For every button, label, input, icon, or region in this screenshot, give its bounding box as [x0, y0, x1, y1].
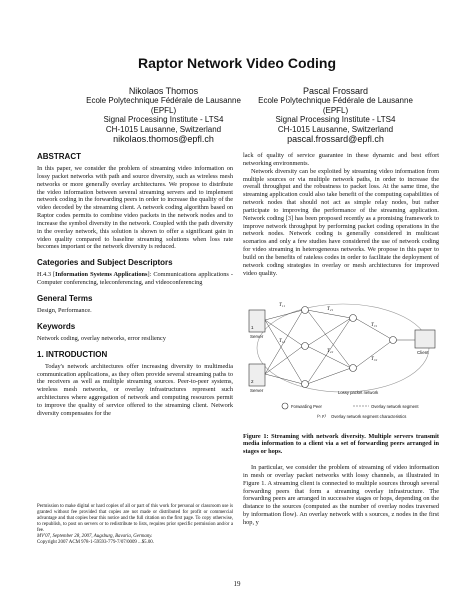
- right-paragraph-3: In particular, we consider the problem of streaming of video information in mesh or overlay packet networks with lossy channels, as illustrated in Figure 1. A streaming client is connected to multiple sources through several forwarding peers that form a streaming overlay infrastructure. The forwarding peers are arranged in successive stages or hops, depending on the distance to the sources (computed as the number of overlay nodes traversed by information flow). An overlay network with s sources, z nodes in the first hop, y: [243, 464, 439, 526]
- left-column: [37, 152, 233, 418]
- general-terms-text: Design, Performance.: [37, 306, 92, 314]
- legend-peer-label: Forwarding Peer: [291, 403, 322, 409]
- author-affiliation: Ecole Polytechnique Fédérale de Lausanne: [86, 96, 241, 105]
- legend-peer-icon: [282, 403, 288, 409]
- copyright-footnote: [37, 504, 233, 546]
- keywords-text: Network coding, overlay networks, error resiliency: [37, 334, 166, 342]
- lossy-network-label: Lossy packet network: [338, 389, 379, 395]
- permission-text: Permission to make digital or hard copies of all or part of this work for personal or classroom use is granted without fee provided that copies are not made or distributed for profit or commercial advantage and that copies bear this notice and the full citation on the first page. To copy otherwise, to republish, to post on servers or to redistribute to lists, requires prior specific permission and/or a fee.: [37, 504, 233, 533]
- legend-chars-label: Overlay network segment characteristics: [331, 413, 407, 419]
- categories-code: H.4.3 [: [37, 271, 56, 279]
- introduction-heading: 1. INTRODUCTION: [37, 349, 108, 359]
- categories-rest: ]: Communications applications - Computer conferencing, teleconferencing, and videoconferencing: [37, 271, 233, 287]
- abstract-heading: ABSTRACT: [37, 152, 81, 161]
- categories-text: [37, 271, 233, 287]
- legend-segment-label: Overlay network segment: [371, 403, 419, 409]
- conference-line: MV'07, September 28, 2007, Augsburg, Bavaria, Germany.: [37, 534, 153, 539]
- author-name: Nikolaos Thomos: [128, 86, 199, 96]
- label-t11: T₁₁: [279, 302, 286, 308]
- categories-heading: Categories and Subject Descriptors: [37, 258, 173, 268]
- client-box: [415, 330, 435, 348]
- server-2-label: Server: [250, 387, 264, 393]
- author-institute: Signal Processing Institute - LTS4: [103, 115, 224, 125]
- keywords-heading: Keywords: [37, 321, 76, 331]
- introduction-text: Today's network architectures offer increasing diversity to multimedia communication applications, as they often provide several streaming paths to the receivers as well as multiple streaming sources. Peer-to-peer systems, wireless mesh networks, or overlay infrastructures represent such architectures where aggregation of network and computing resources permit to improve the quality of service offered to the streaming client. Network diversity compensates for the: [37, 362, 233, 417]
- page-number: 19: [233, 580, 241, 588]
- label-t21: T₂₁: [327, 306, 334, 312]
- right-paragraph-1: lack of quality of service guarantee in these dynamic and best effort networking environments.: [243, 152, 439, 167]
- server-1-num: 1: [251, 324, 254, 330]
- author-institute: Signal Processing Institute - LTS4: [275, 115, 396, 125]
- abstract-text: In this paper, we consider the problem of streaming video information on lossy packet networks with path and source diversity, such as wireless mesh networks or more generally overlay architectures. We propose to distribute the video information between several streaming servers and to implement network coding in the forwarding peers in order to increase the quality of the video decoded by the streaming client. A network coding algorithm based on Raptor codes permits to combine video packets in the network nodes and to increase the symbol diversity in the network. Coupled with the path diversity in the overlay network, this solution is shown to offer a significant gain in video quality compared to baseline streaming solutions when loss rate becomes important or the network diversity is reduced.: [37, 165, 233, 251]
- author-acronym: (EPFL): [322, 105, 349, 115]
- author-acronym: (EPFL): [150, 105, 177, 115]
- author-block-2: [228, 86, 443, 144]
- author-affiliation: Ecole Polytechnique Fédérale de Lausanne: [258, 96, 413, 105]
- author-email: nikolaos.thomos@epfl.ch: [113, 134, 214, 145]
- legend-chars-symbol: (r, p): [317, 412, 326, 418]
- forwarding-peers: [302, 306, 397, 387]
- label-t32: T₃₂: [371, 356, 378, 362]
- label-t12: T₁₂: [279, 338, 286, 344]
- label-t31: T₃₁: [371, 322, 378, 328]
- categories-bold: Information Systems Applications: [55, 271, 148, 279]
- label-t22: T₂₂: [327, 348, 334, 354]
- copyright-line: Copyright 2007 ACM 978-1-59593-779-7/07/0009 ...$5.00.: [37, 540, 154, 545]
- figure-caption: Figure 1: Streaming with network diversity. Multiple servers transmit media information to a client via a set of forwarding peers arranged in stages or hops.: [243, 432, 439, 456]
- author-address: CH-1015 Lausanne, Switzerland: [277, 124, 394, 134]
- author-name: Pascal Frossard: [302, 86, 369, 96]
- server-2-num: 2: [251, 378, 254, 384]
- client-label: Client: [417, 349, 429, 355]
- right-paragraph-2: Network diversity can be exploited by streaming video information from multiple sources or via multiple network paths, in order to increase the overall throughput and the robustness to packet loss. At the same time, the streaming application could also take benefit of the computing capabilities of network nodes that should not act as simple relay nodes, but rather participate to improving the performance of the streaming application. Network coding [3] has been proposed recently as a promising framework to improve network throughput by performing packet coding operations in the network nodes. Network coding is generally considered in multicast scenarios and only a few studies have considered the use of network coding for video streaming in heterogeneous networks. We propose in this paper to build on the benefits of rateless codes in order to facilitate the deployment of network coding strategies in overlay or mesh architectures for improved video quality.: [243, 167, 439, 277]
- links: [265, 310, 415, 384]
- right-column: [243, 152, 439, 527]
- paper-title: Raptor Network Video Coding: [137, 55, 337, 71]
- general-terms-heading: General Terms: [37, 293, 93, 303]
- server-1-label: Server: [250, 333, 264, 339]
- figure-1: [243, 288, 439, 425]
- author-address: CH-1015 Lausanne, Switzerland: [105, 124, 222, 134]
- author-email: pascal.frossard@epfl.ch: [287, 134, 384, 145]
